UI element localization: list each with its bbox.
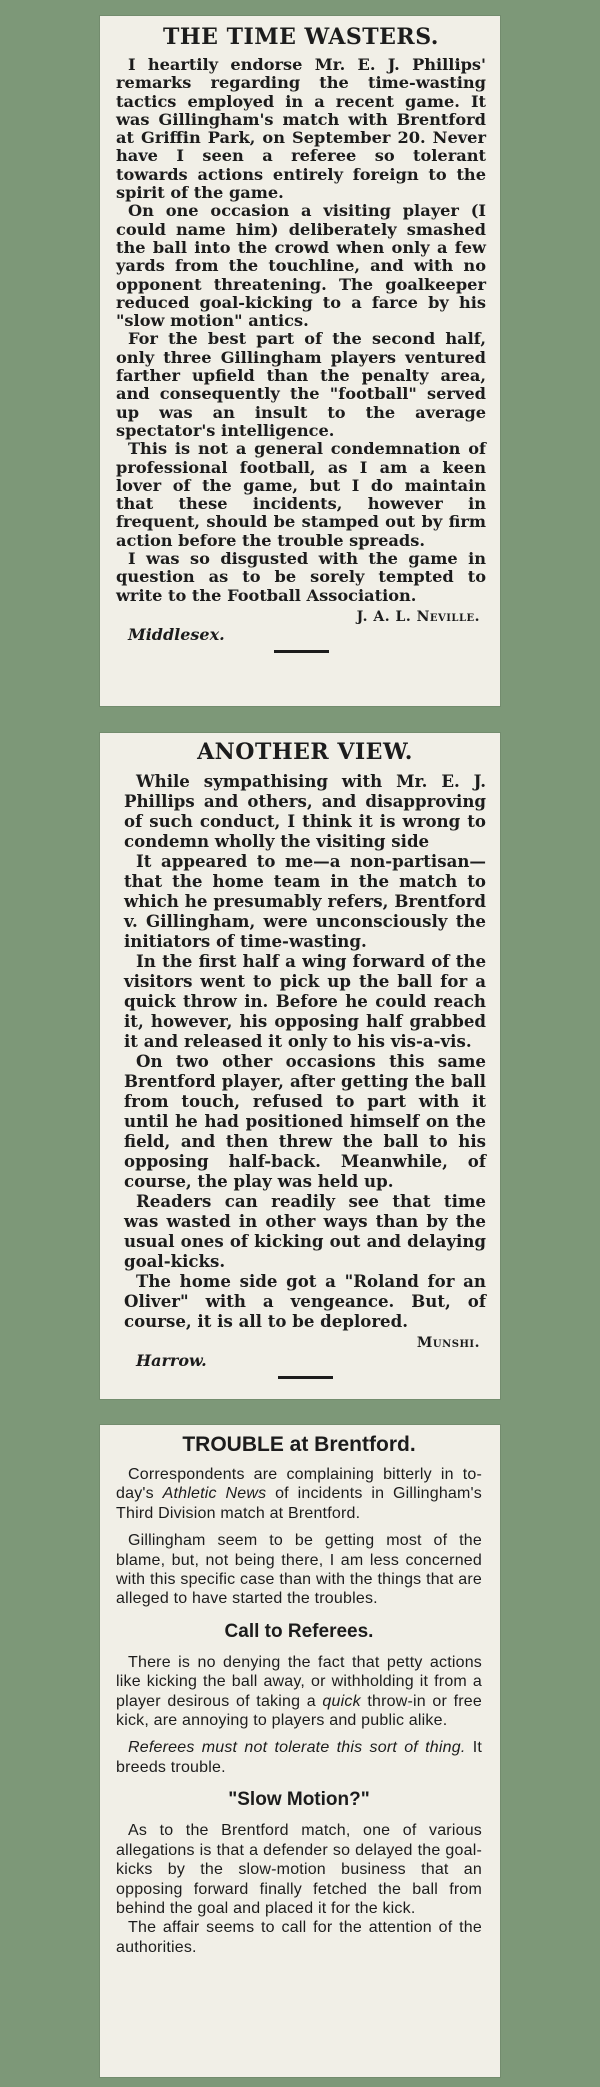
subheading: "Slow Motion?" [228, 1789, 370, 1811]
text-run: of incidents in Gillingham's Third Division match at Brentford. [116, 1485, 482, 1522]
paragraph: While sympathising with Mr. E. J. Phillips and others, and disapproving of such conduct, I think it is wrong to condemn wholly the visiting side [124, 771, 486, 851]
paragraph: I heartily endorse Mr. E. J. Phillips' remarks regarding the time-wasting tactics employed in a recent game. It was Gillingham's match with Brentford at Griffin Park, on September 20. Never have I seen a referee so tolerant towards actions entirely foreign to the spirit of the game. [116, 55, 486, 203]
letter-clipping-time-wasters [100, 16, 500, 706]
paragraph: As to the Brentford match, one of various allegations is that a defender so delayed the goal-kicks by the slow-motion business that an opposing forward finally fetched the ball from behind the goal and placed it for the kick. [116, 1822, 482, 1917]
paragraph [116, 1738, 482, 1777]
paragraph: Readers can readily see that time was wasted in other ways than by the usual ones of kicking out and delaying goal-kicks. [124, 1191, 486, 1271]
divider-rule [274, 650, 329, 653]
paragraph: I was so disgusted with the game in question as to be sorely tempted to write to the Football Association. [116, 549, 486, 605]
divider-rule [278, 1376, 333, 1379]
subheading: Call to Referees. [224, 1620, 374, 1642]
text-run: It breeds trouble. [116, 1739, 482, 1776]
headline: ANOTHER VIEW. [197, 739, 413, 765]
paragraph: On one occasion a visiting player (I could name him) deliberately smashed the ball into the crowd when only a few yards from the touchline, and with no opponent threatening. The goalkeeper reduced goal-kicking to a farce by his "slow motion" antics. [116, 201, 486, 331]
signature: J. A. L. Neville. [356, 608, 480, 625]
paragraph: The affair seems to call for the attention of the authorities. [116, 1919, 482, 1956]
text-run: throw-in or free kick, are annoying to players and public alike. [116, 1692, 482, 1730]
text-run: Correspondents are complaining bitterly in to-day's [116, 1466, 482, 1503]
paragraph: Gillingham seem to be getting most of the blame, but, not being there, I am less concerned with this specific case than with the things that are alleged to have started the troubles. [116, 1532, 482, 1608]
paragraph: It appeared to me—a non-partisan— that the home team in the match to which he presumably refers, Brentford v. Gillingham, were unconsciously the initiators of time-wasting. [124, 851, 486, 951]
paragraph [116, 1653, 482, 1731]
emphasis: Referees must not tolerate this sort of thing. [128, 1739, 466, 1757]
place-name: Harrow. [136, 1351, 207, 1370]
headline: TROUBLE at Brentford. [182, 1433, 416, 1456]
paragraph: For the best part of the second half, only three Gillingham players ventured farther upfield than the penalty area, and consequently the "football" served up was an insult to the average spectator's intelligence. [116, 329, 486, 440]
letter-clipping-another-view [100, 733, 500, 1399]
paragraph: This is not a general condemnation of professional football, as I am a keen lover of the game, but I do maintain that these incidents, however in frequent, should be stamped out by firm action before the trouble spreads. [116, 439, 486, 550]
headline: THE TIME WASTERS. [163, 24, 439, 50]
place-name: Middlesex. [128, 624, 225, 644]
article-clipping-trouble-at-brentford [100, 1425, 500, 2077]
text-run: There is no denying the fact that petty actions like kicking the ball away, or withholding it from a player desirous of taking a [116, 1653, 482, 1710]
paragraph [116, 1465, 482, 1523]
paragraph: The home side got a "Roland for an Oliver" with a vengeance. But, of course, it is all to be deplored. [124, 1271, 486, 1331]
paragraph: In the first half a wing forward of the visitors went to pick up the ball for a quick throw in. Before he could reach it, however, his opposing half grabbed it and released it only to his vis-a-vis. [124, 951, 486, 1051]
paragraph: On two other occasions this same Brentford player, after getting the ball from touch, refused to part with it until he had positioned himself on the field, and then threw the ball to his opposing half-back. Meanwhile, of course, the play was held up. [124, 1051, 486, 1191]
emphasis: quick [322, 1692, 361, 1710]
publication-name: Athletic News [162, 1485, 267, 1503]
signature: Munshi. [416, 1335, 480, 1351]
